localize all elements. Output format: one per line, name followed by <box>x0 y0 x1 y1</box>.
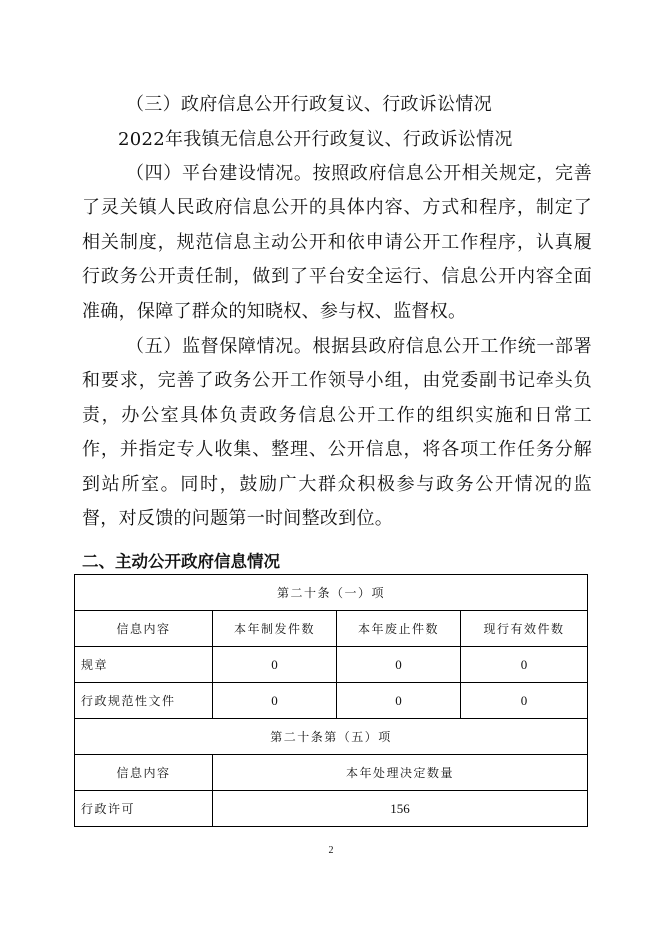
paragraph-admin-review-heading: （三）政府信息公开行政复议、行政诉讼情况 <box>126 94 492 115</box>
table-cell-label: 规章 <box>75 647 213 683</box>
table-header-cell: 本年处理决定数量 <box>213 755 588 791</box>
table-header-cell: 信息内容 <box>75 611 213 647</box>
table-section-title: 第二十条第（五）项 <box>75 719 588 755</box>
paragraph-platform-construction: （四）平台建设情况。按照政府信息公开相关规定，完善了灵关镇人民政府信息公开的具体内容、方式和程序，制定了相关制度，规范信息主动公开和依申请公开工作程序，认真履行政务公开责任制，做到了平台安全运行、信息公开内容全面准确，保障了群众的知晓权、参与权、监督权。 <box>82 163 592 322</box>
table-cell: 0 <box>337 683 461 719</box>
table-section-title: 第二十条（一）项 <box>75 575 588 611</box>
table-cell: 0 <box>461 683 588 719</box>
table-row <box>75 683 588 719</box>
table-header-row <box>75 611 588 647</box>
table-cell: 156 <box>213 791 588 827</box>
table-header-cell: 信息内容 <box>75 755 213 791</box>
table-cell-label: 行政许可 <box>75 791 213 827</box>
table-cell: 0 <box>213 683 337 719</box>
table-header-cell: 现行有效件数 <box>461 611 588 647</box>
table-cell-label: 行政规范性文件 <box>75 683 213 719</box>
section-heading: 二、主动公开政府信息情况 <box>82 552 280 571</box>
table-section-title-row <box>75 719 588 755</box>
table-row <box>75 791 588 827</box>
table-cell: 0 <box>461 647 588 683</box>
table-cell: 0 <box>337 647 461 683</box>
table-section-title-row <box>75 575 588 611</box>
paragraph-supervision: （五）监督保障情况。根据县政府信息公开工作统一部署和要求，完善了政务公开工作领导小组，由党委副书记牵头负责，办公室具体负责政务信息公开工作的组织实施和日常工作，并指定专人收集、整理、公开信息，将各项工作任务分解到站所室。同时，鼓励广大群众积极参与政务公开情况的监督，对反馈的问题第一时间整改到位。 <box>82 336 592 530</box>
page-number: 2 <box>328 845 334 856</box>
table-cell: 0 <box>213 647 337 683</box>
table-row <box>75 647 588 683</box>
table-header-row <box>75 755 588 791</box>
table-header-cell: 本年制发件数 <box>213 611 337 647</box>
paragraph-admin-review-body: 2022年我镇无信息公开行政复议、行政诉讼情况 <box>118 129 513 150</box>
table-header-cell: 本年废止件数 <box>337 611 461 647</box>
disclosure-table <box>74 574 588 827</box>
